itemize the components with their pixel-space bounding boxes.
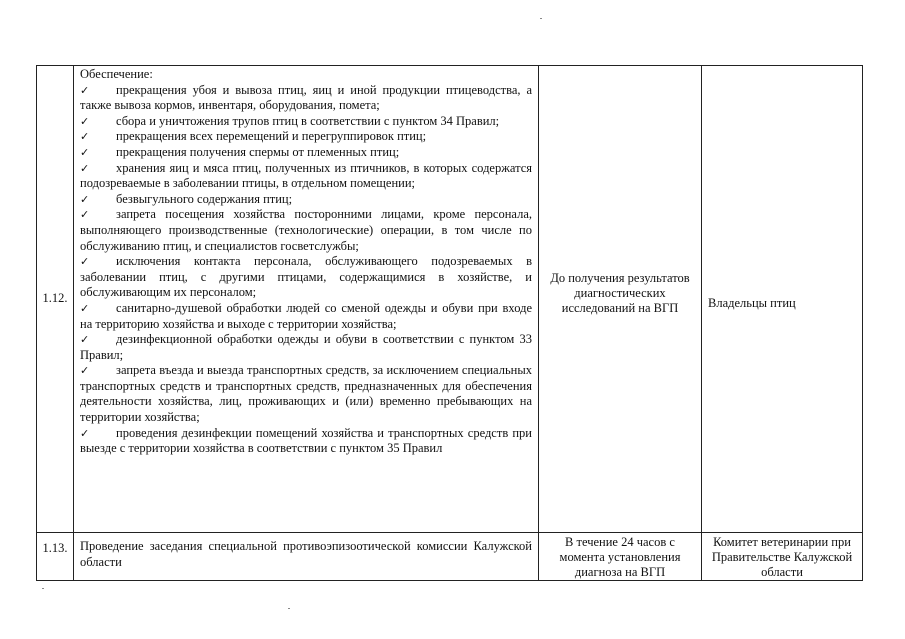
checklist-item-text: хранения яиц и мяса птиц, полученных из птичников, в которых содержатся подозреваемые в заболевании птицы, в отдельном помещении; [80, 160, 532, 191]
checklist-item-text: запрета посещения хозяйства посторонними лицами, кроме персонала, выполняющего производственные (технологические) операции, в том числе по обслуживанию птиц, и специалистов госветслужбы; [80, 207, 532, 253]
table-row [37, 66, 863, 533]
checklist-item-text: прекращения убоя и вывоза птиц, яиц и иной продукции птицеводства, а также вывоза кормов, инвентаря, оборудования, помета; [80, 82, 532, 113]
checkmark-icon: ✓ [80, 255, 90, 269]
action-cell [74, 533, 539, 581]
row-number-cell [37, 533, 74, 581]
checklist-item-text: безвыгульного содержания птиц; [116, 191, 293, 206]
checklist-item [80, 426, 532, 457]
deadline-text: До получения результатов диагностических исследований на ВГП [550, 271, 690, 315]
checkmark-icon: ✓ [80, 208, 90, 222]
checklist-item-text: запрета въезда и выезда транспортных средств, за исключением специальных транспортных средств и транспортных средств, предназначенных для обеспечения деятельности хозяйства, лиц, проживающих и (или) временно пребывающих на территории хозяйства; [80, 363, 532, 425]
checkmark-icon: ✓ [80, 145, 90, 159]
checklist-item-text: дезинфекционной обработки одежды и обуви в соответствии с пунктом 33 Правил; [80, 332, 532, 362]
action-cell [74, 66, 539, 533]
checkmark-icon: ✓ [80, 364, 90, 378]
checklist-item [80, 254, 532, 301]
action-intro: Обеспечение: [80, 67, 153, 81]
responsible-text: Владельцы птиц [708, 296, 796, 310]
checklist-item [80, 332, 532, 363]
responsible-text: Комитет ветеринарии при Правительстве Калужской области [711, 535, 853, 579]
checkmark-icon: ✓ [80, 161, 90, 175]
checklist-item [80, 83, 532, 114]
checklist-item [80, 114, 532, 130]
checklist-item-text: санитарно-душевой обработки людей со сменой одежды и обуви при входе на территорию хозяйства и выходе с территории хозяйства; [80, 300, 532, 331]
checklist-item [80, 129, 532, 145]
row-number: 1.12. [42, 291, 68, 305]
checklist-item [80, 207, 532, 254]
deadline-cell [539, 533, 702, 581]
responsible-cell [702, 533, 863, 581]
checkmark-icon: ✓ [80, 301, 90, 315]
checklist-item-text: исключения контакта персонала, обслуживающего подозреваемых в заболевании птиц, с другими птицами, содержащимися в хозяйстве, и обслуживающим их персоналом; [80, 254, 532, 300]
checklist-item-text: сбора и уничтожения трупов птиц в соответствии с пунктом 34 Правил; [116, 113, 500, 128]
scan-speck [288, 608, 290, 609]
row-number: 1.13. [42, 541, 68, 555]
checkmark-icon: ✓ [80, 130, 90, 144]
checkmark-icon: ✓ [80, 114, 90, 128]
scan-speck [540, 18, 542, 19]
checklist-item [80, 301, 532, 332]
responsible-cell [702, 66, 863, 533]
checkmark-icon: ✓ [80, 192, 90, 206]
row-number-cell [37, 66, 74, 533]
deadline-text: В течение 24 часов с момента установления диагноза на ВГП [559, 535, 681, 579]
checkmark-icon: ✓ [80, 333, 90, 347]
action-list [74, 66, 538, 459]
checklist-item-text: прекращения всех перемещений и перегруппировок птиц; [116, 129, 427, 144]
checklist-item [80, 363, 532, 425]
measures-table [36, 65, 863, 581]
checklist-item [80, 145, 532, 161]
table-row [37, 533, 863, 581]
deadline-cell [539, 66, 702, 533]
checklist-item [80, 192, 532, 208]
checklist-item [80, 161, 532, 192]
scan-speck [42, 588, 44, 589]
checklist-item-text: проведения дезинфекции помещений хозяйства и транспортных средств при выезде с территории хозяйства в соответствии с пунктом 35 Правил [80, 425, 532, 456]
checkmark-icon: ✓ [80, 83, 90, 97]
action-text: Проведение заседания специальной противоэпизоотической комиссии Калужской области [80, 539, 532, 569]
checkmark-icon: ✓ [80, 426, 90, 440]
checklist-item-text: прекращения получения спермы от племенных птиц; [116, 144, 400, 159]
